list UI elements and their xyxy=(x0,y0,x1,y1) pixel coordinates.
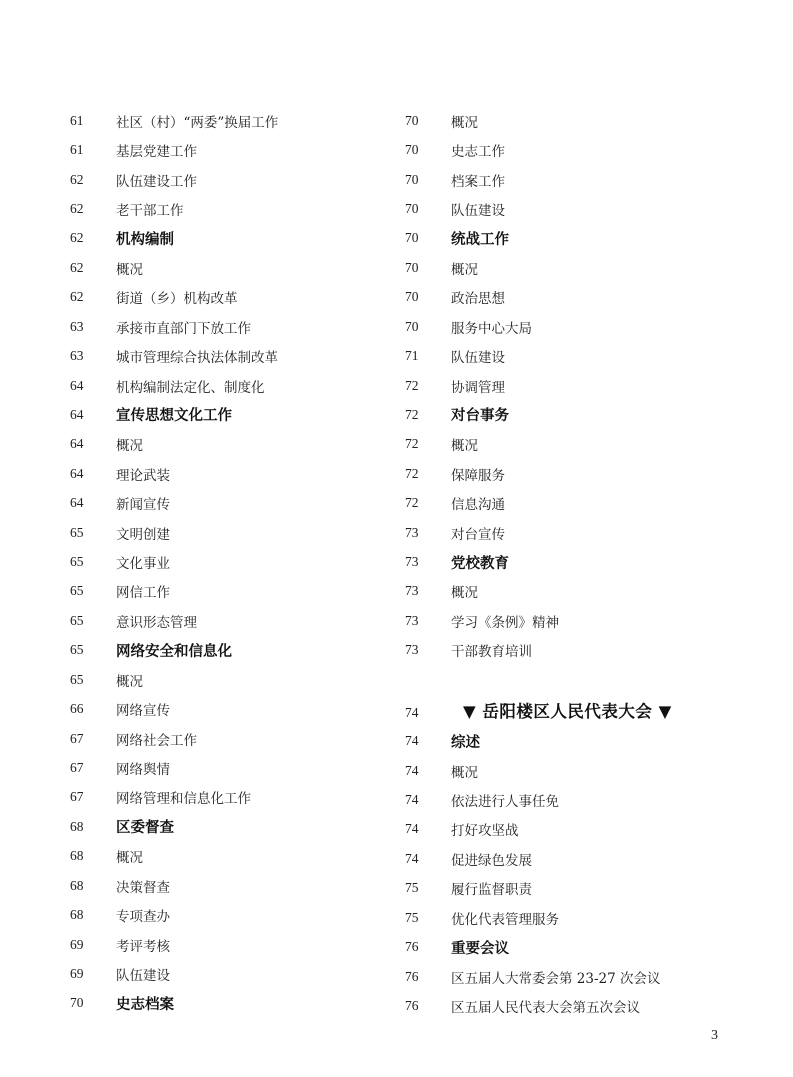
toc-entry-title: 史志档案 xyxy=(116,996,174,1013)
toc-entry-title: 网络安全和信息化 xyxy=(116,643,232,660)
toc-page-number: 65 xyxy=(70,642,84,658)
toc-entry-title: 网络舆情 xyxy=(116,761,170,778)
toc-page-number: 72 xyxy=(405,436,419,452)
toc-entry xyxy=(70,694,390,723)
toc-entry xyxy=(405,106,735,135)
toc-page-number: 70 xyxy=(405,142,419,158)
toc-entry xyxy=(70,106,390,135)
toc-page-number: 65 xyxy=(70,612,84,628)
toc-entry xyxy=(70,253,390,282)
toc-entry xyxy=(70,606,390,635)
toc-entry xyxy=(405,785,735,814)
toc-entry xyxy=(405,194,735,223)
toc-entry xyxy=(70,430,390,459)
toc-section-heading xyxy=(70,636,390,665)
toc-entry-title: 服务中心大局 xyxy=(451,320,532,337)
toc-entry-title: 概况 xyxy=(451,764,478,781)
toc-page-number: 64 xyxy=(70,406,84,422)
toc-page-number: 70 xyxy=(405,171,419,187)
toc-entry-title: 优化代表管理服务 xyxy=(451,911,559,928)
toc-page-number: 67 xyxy=(70,789,84,805)
toc-page-number: 68 xyxy=(70,848,84,864)
toc-section-heading xyxy=(70,812,390,841)
toc-page-number: 72 xyxy=(405,377,419,393)
toc-entry-title: 信息沟通 xyxy=(451,497,505,514)
toc-entry-title: 保障服务 xyxy=(451,467,505,484)
toc-part-title: ▼ 岳阳楼区人民代表大会 ▼ xyxy=(463,702,672,722)
toc-section-heading xyxy=(405,547,735,576)
toc-page-number: 68 xyxy=(70,907,84,923)
toc-entry xyxy=(70,665,390,694)
toc-page-number: 73 xyxy=(405,524,419,540)
toc-entry-title: 依法进行人事任免 xyxy=(451,793,559,810)
toc-page-number: 71 xyxy=(405,348,419,364)
toc-section-heading xyxy=(405,224,735,253)
toc-page-number: 70 xyxy=(405,318,419,334)
toc-entry xyxy=(405,165,735,194)
toc-entry-title: 概况 xyxy=(451,438,478,455)
toc-entry-title: 政治思想 xyxy=(451,291,505,308)
toc-section-heading xyxy=(405,932,735,961)
toc-entry-title: 协调管理 xyxy=(451,379,505,396)
toc-page-number: 76 xyxy=(405,968,419,984)
toc-entry xyxy=(70,900,390,929)
toc-section-heading xyxy=(405,400,735,429)
toc-entry xyxy=(70,371,390,400)
toc-page-number: 62 xyxy=(70,171,84,187)
toc-page-number: 63 xyxy=(70,318,84,334)
toc-entry-title: 老干部工作 xyxy=(116,202,184,219)
toc-entry xyxy=(70,341,390,370)
toc-entry xyxy=(405,488,735,517)
toc-page-number: 73 xyxy=(405,642,419,658)
toc-page-number: 70 xyxy=(405,200,419,216)
toc-page-number: 70 xyxy=(70,995,84,1011)
toc-entry xyxy=(70,518,390,547)
toc-page-number: 70 xyxy=(405,289,419,305)
toc-entry xyxy=(405,341,735,370)
toc-entry xyxy=(70,547,390,576)
toc-entry xyxy=(70,871,390,900)
toc-entry-title: 概况 xyxy=(116,850,143,867)
toc-entry-title: 对台宣传 xyxy=(451,526,505,543)
toc-entry xyxy=(70,165,390,194)
toc-page-number: 64 xyxy=(70,377,84,393)
toc-entry-title: 档案工作 xyxy=(451,173,505,190)
toc-entry-title: 机构编制法定化、制度化 xyxy=(116,379,265,396)
toc-page-number: 75 xyxy=(405,909,419,925)
toc-page-number: 62 xyxy=(70,230,84,246)
toc-entry-title: 队伍建设 xyxy=(451,202,505,219)
toc-page-number: 72 xyxy=(405,495,419,511)
toc-page-number: 69 xyxy=(70,965,84,981)
toc-entry xyxy=(405,756,735,785)
toc-entry-title: 街道（乡）机构改革 xyxy=(116,291,238,308)
toc-entry-title: 打好攻坚战 xyxy=(451,823,519,840)
toc-entry xyxy=(405,430,735,459)
toc-page-number: 72 xyxy=(405,406,419,422)
toc-page-number: 72 xyxy=(405,465,419,481)
toc-page-number: 65 xyxy=(70,671,84,687)
toc-page-number: 74 xyxy=(405,705,419,721)
toc-entry-title: 新闻宣传 xyxy=(116,497,170,514)
toc-page-number: 64 xyxy=(70,495,84,511)
toc-page-number: 70 xyxy=(405,112,419,128)
toc-entry xyxy=(405,844,735,873)
toc-entry-title: 史志工作 xyxy=(451,144,505,161)
toc-entry-title: 队伍建设工作 xyxy=(116,173,197,190)
toc-entry-title: 促进绿色发展 xyxy=(451,852,532,869)
toc-entry xyxy=(405,815,735,844)
toc-entry xyxy=(70,459,390,488)
toc-entry xyxy=(405,312,735,341)
toc-entry xyxy=(70,312,390,341)
toc-entry-title: 统战工作 xyxy=(451,231,509,248)
toc-spacer xyxy=(405,665,735,694)
toc-entry-title: 网络宣传 xyxy=(116,703,170,720)
toc-entry xyxy=(70,930,390,959)
toc-page-number: 74 xyxy=(405,821,419,837)
toc-page-number: 73 xyxy=(405,554,419,570)
toc-page-number: 65 xyxy=(70,583,84,599)
toc-entry xyxy=(405,459,735,488)
toc-page-number: 73 xyxy=(405,612,419,628)
toc-entry-title: 区五届人大常委会第 23-27 次会议 xyxy=(451,970,661,987)
toc-entry-title: 宣传思想文化工作 xyxy=(116,408,232,425)
toc-entry xyxy=(70,724,390,753)
toc-entry xyxy=(405,991,735,1020)
toc-page-number: 61 xyxy=(70,142,84,158)
toc-entry-title: 重要会议 xyxy=(451,940,509,957)
toc-page-number: 68 xyxy=(70,818,84,834)
toc-entry-title: 机构编制 xyxy=(116,231,174,248)
toc-entry xyxy=(405,135,735,164)
toc-entry-title: 社区（村）“两委”换届工作 xyxy=(116,114,279,131)
toc-entry xyxy=(70,488,390,517)
toc-entry-title: 网络社会工作 xyxy=(116,732,197,749)
toc-page-number: 70 xyxy=(405,259,419,275)
toc-page-number: 75 xyxy=(405,880,419,896)
toc-entry-title: 决策督查 xyxy=(116,879,170,896)
toc-entry-title: 区委督查 xyxy=(116,820,174,837)
toc-page-number: 65 xyxy=(70,524,84,540)
toc-entry xyxy=(405,903,735,932)
toc-entry xyxy=(405,636,735,665)
toc-page-number: 74 xyxy=(405,791,419,807)
toc-entry xyxy=(70,283,390,312)
toc-page-number: 70 xyxy=(405,230,419,246)
toc-entry-title: 网络管理和信息化工作 xyxy=(116,791,251,808)
toc-entry xyxy=(405,606,735,635)
toc-entry-title: 基层党建工作 xyxy=(116,144,197,161)
toc-page-number: 74 xyxy=(405,762,419,778)
toc-entry-title: 概况 xyxy=(116,673,143,690)
toc-entry xyxy=(405,577,735,606)
toc-page-number: 63 xyxy=(70,348,84,364)
toc-entry-title: 履行监督职责 xyxy=(451,882,532,899)
toc-page-number: 68 xyxy=(70,877,84,893)
toc-section-heading xyxy=(70,224,390,253)
toc-entry xyxy=(70,959,390,988)
toc-page-number: 73 xyxy=(405,583,419,599)
toc-entry-title: 概况 xyxy=(451,585,478,602)
toc-entry xyxy=(405,962,735,991)
toc-page-number: 76 xyxy=(405,997,419,1013)
toc-page-number: 67 xyxy=(70,759,84,775)
toc-page-number: 69 xyxy=(70,936,84,952)
toc-entry-title: 干部教育培训 xyxy=(451,644,532,661)
toc-entry xyxy=(405,518,735,547)
toc-section-heading xyxy=(70,400,390,429)
toc-page-number: 67 xyxy=(70,730,84,746)
toc-entry xyxy=(70,783,390,812)
toc-entry-title: 对台事务 xyxy=(451,408,509,425)
toc-entry-title: 专项查办 xyxy=(116,909,170,926)
toc-entry xyxy=(70,842,390,871)
toc-entry-title: 文化事业 xyxy=(116,556,170,573)
toc-page-number: 74 xyxy=(405,733,419,749)
toc-page-number: 64 xyxy=(70,465,84,481)
toc-entry xyxy=(70,194,390,223)
toc-page-number: 62 xyxy=(70,289,84,305)
toc-page-number: 61 xyxy=(70,112,84,128)
page-number: 3 xyxy=(711,1028,718,1043)
toc-page-number: 64 xyxy=(70,436,84,452)
toc-entry-title: 概况 xyxy=(116,438,143,455)
toc-entry-title: 队伍建设 xyxy=(116,967,170,984)
toc-right-column xyxy=(405,106,735,1021)
toc-entry-title: 理论武装 xyxy=(116,467,170,484)
toc-entry-title: 意识形态管理 xyxy=(116,614,197,631)
toc-entry-title: 文明创建 xyxy=(116,526,170,543)
toc-part-banner xyxy=(405,694,735,726)
toc-left-column xyxy=(70,106,390,1018)
toc-entry-title: 学习《条例》精神 xyxy=(451,614,559,631)
toc-entry-title: 概况 xyxy=(451,114,478,131)
toc-section-heading xyxy=(70,989,390,1018)
toc-entry-title: 承接市直部门下放工作 xyxy=(116,320,251,337)
toc-entry xyxy=(405,371,735,400)
toc-page-number: 76 xyxy=(405,939,419,955)
toc-page-number: 62 xyxy=(70,259,84,275)
toc-entry xyxy=(405,283,735,312)
toc-entry-title: 党校教育 xyxy=(451,555,509,572)
toc-entry xyxy=(405,874,735,903)
toc-page-number: 74 xyxy=(405,850,419,866)
toc-page-number: 65 xyxy=(70,554,84,570)
toc-page-number: 62 xyxy=(70,200,84,216)
toc-entry xyxy=(405,253,735,282)
toc-entry xyxy=(70,577,390,606)
toc-entry xyxy=(70,135,390,164)
toc-section-heading xyxy=(405,726,735,755)
toc-entry-title: 概况 xyxy=(451,261,478,278)
toc-entry-title: 考评考核 xyxy=(116,938,170,955)
toc-entry-title: 综述 xyxy=(451,734,480,751)
toc-entry-title: 概况 xyxy=(116,261,143,278)
toc-entry-title: 网信工作 xyxy=(116,585,170,602)
toc-entry-title: 区五届人民代表大会第五次会议 xyxy=(451,999,640,1016)
toc-entry-title: 队伍建设 xyxy=(451,350,505,367)
toc-entry-title: 城市管理综合执法体制改革 xyxy=(116,350,278,367)
toc-page-number: 66 xyxy=(70,701,84,717)
toc-entry xyxy=(70,753,390,782)
